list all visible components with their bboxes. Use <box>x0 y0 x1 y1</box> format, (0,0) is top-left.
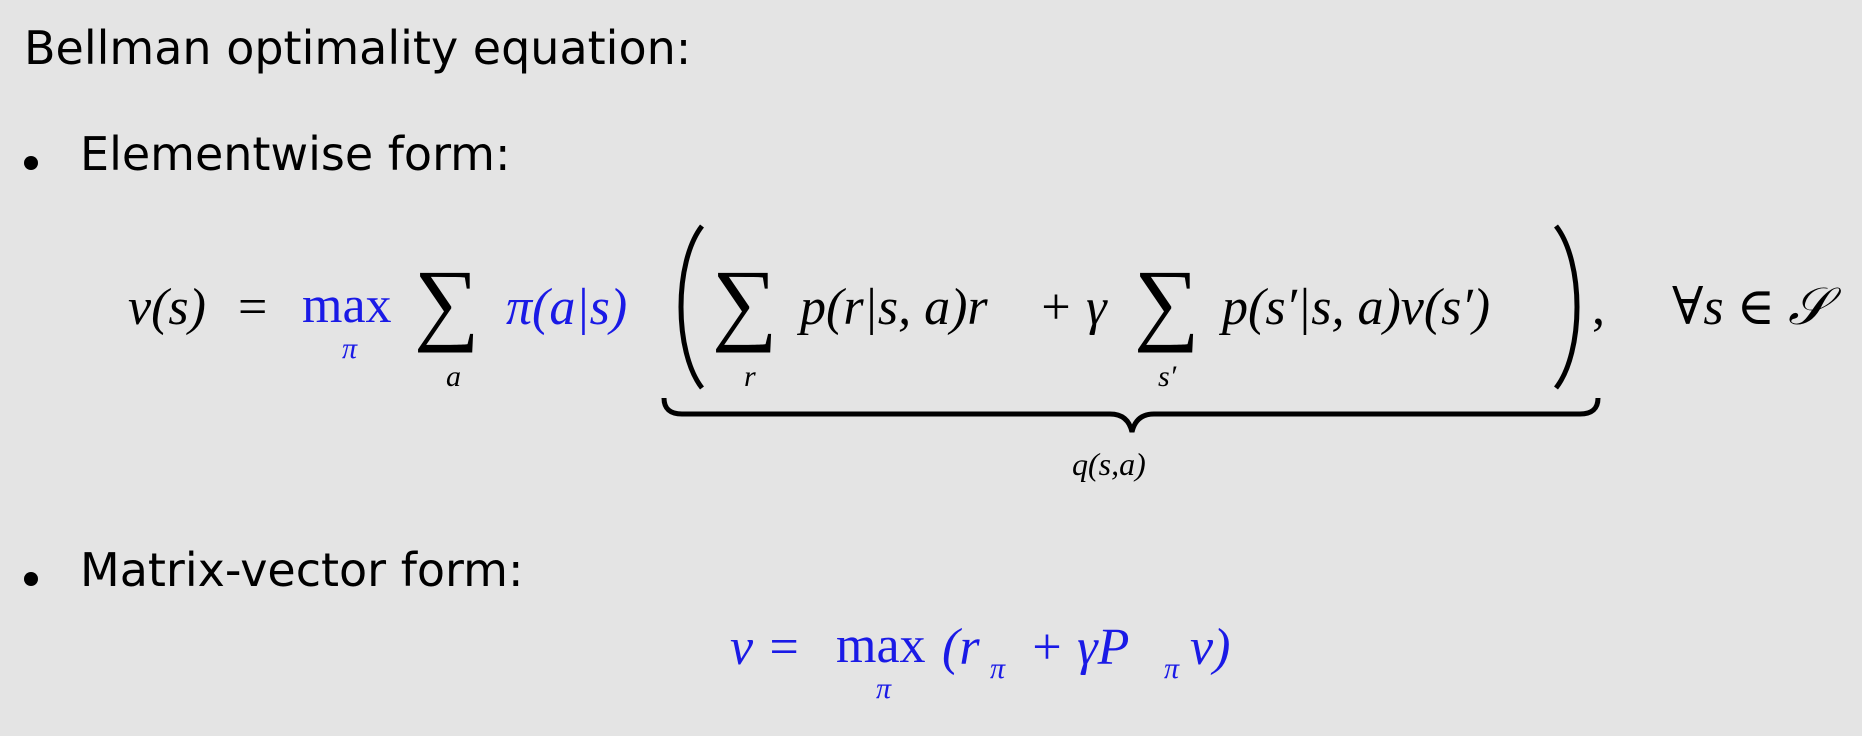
meq-rhs-sub2: π <box>1164 652 1180 685</box>
meq-max-sub: π <box>876 672 892 705</box>
eq-forall: ∀s ∈ 𝒮 <box>1672 279 1829 336</box>
underbrace-label: q(s,a) <box>1072 446 1146 482</box>
meq-rhs-sub1: π <box>990 652 1006 685</box>
bullet-label-matrix: Matrix-vector form: <box>80 543 524 597</box>
eq-term1: p(r|s, a)r <box>800 279 988 336</box>
eq-sum-r-sub: r <box>744 360 756 393</box>
eq-equals: = <box>238 279 268 336</box>
meq-lhs: v = <box>730 619 802 676</box>
meq-rhs-open: (r <box>942 619 980 676</box>
eq-sum-a-sub: a <box>446 360 461 393</box>
eq-max-sub: π <box>342 332 358 365</box>
section-heading: Bellman optimality equation: <box>24 21 692 75</box>
bullet-dot <box>24 572 38 586</box>
bullet-label-elementwise: Elementwise form: <box>80 127 511 181</box>
eq-sum-s-sub: s′ <box>1158 360 1177 393</box>
bullet-dot <box>24 156 38 170</box>
left-paren <box>668 222 708 392</box>
meq-rhs-end: v) <box>1190 619 1231 676</box>
eq-comma: , <box>1592 279 1605 336</box>
underbrace <box>662 396 1602 436</box>
eq-lhs: v(s) <box>128 279 206 336</box>
eq-sum-s: ∑ <box>1134 251 1200 353</box>
meq-max: max <box>836 617 926 674</box>
eq-plus-gamma: + γ <box>1038 279 1107 336</box>
eq-term2: p(s′|s, a)v(s′) <box>1222 279 1491 336</box>
eq-policy: π(a|s) <box>506 279 628 336</box>
eq-max: max <box>302 277 392 334</box>
eq-sum-r: ∑ <box>712 251 778 353</box>
right-paren <box>1550 222 1590 392</box>
meq-rhs-mid: + γP <box>1016 619 1130 676</box>
eq-sum-a: ∑ <box>414 251 480 353</box>
